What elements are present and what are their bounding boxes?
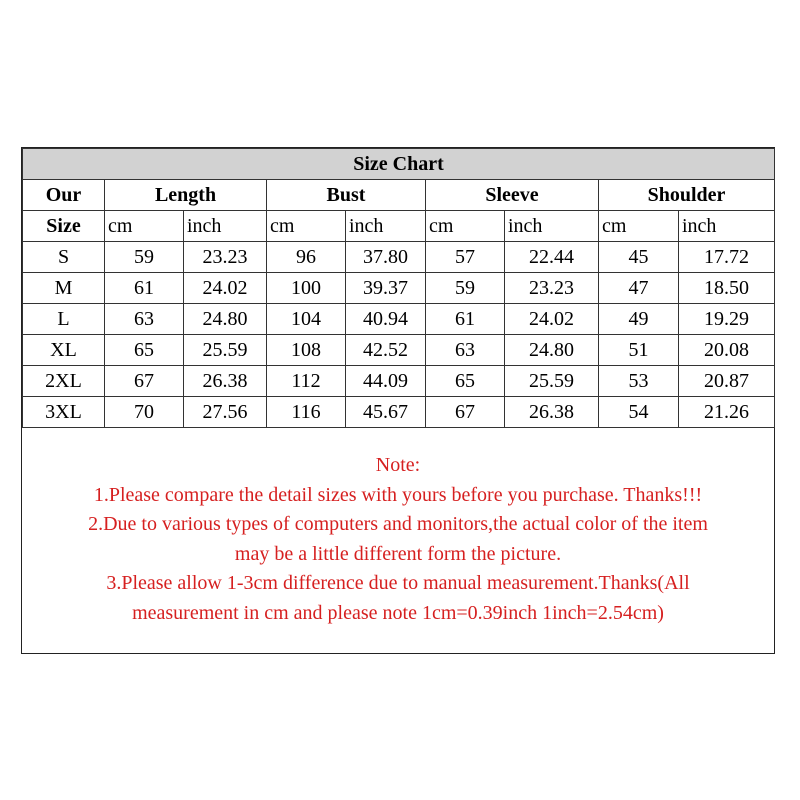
value-cell: 45.67 — [346, 397, 426, 428]
table-row — [23, 242, 775, 273]
unit-cell: inch — [505, 211, 599, 242]
value-cell: 65 — [426, 366, 505, 397]
value-cell: 59 — [426, 273, 505, 304]
value-cell: 53 — [599, 366, 679, 397]
note-line: measurement in cm and please note 1cm=0.39inch 1inch=2.54cm) — [132, 601, 664, 624]
value-cell: 25.59 — [505, 366, 599, 397]
value-cell: 67 — [426, 397, 505, 428]
value-cell: 23.23 — [505, 273, 599, 304]
note-line: 2.Due to various types of computers and monitors,the actual color of the item — [88, 513, 708, 535]
value-cell: 45 — [599, 242, 679, 273]
value-cell: 47 — [599, 273, 679, 304]
table-row — [23, 397, 775, 428]
note-line: may be a little different form the picture. — [234, 542, 562, 565]
size-cell: 3XL — [23, 397, 105, 428]
value-cell: 18.50 — [679, 273, 775, 304]
value-cell: 39.37 — [346, 273, 426, 304]
value-cell: 96 — [267, 242, 346, 273]
value-cell: 44.09 — [346, 366, 426, 397]
group-length: Length — [105, 180, 267, 211]
value-cell: 65 — [105, 335, 184, 366]
unit-cell: inch — [346, 211, 426, 242]
value-cell: 108 — [267, 335, 346, 366]
our-label: Our — [23, 180, 105, 211]
value-cell: 20.08 — [679, 335, 775, 366]
unit-cell: cm — [426, 211, 505, 242]
unit-cell: cm — [267, 211, 346, 242]
size-chart-table — [22, 148, 775, 428]
value-cell: 37.80 — [346, 242, 426, 273]
group-shoulder: Shoulder — [599, 180, 775, 211]
size-cell: 2XL — [23, 366, 105, 397]
value-cell: 104 — [267, 304, 346, 335]
value-cell: 67 — [105, 366, 184, 397]
size-cell: S — [23, 242, 105, 273]
value-cell: 51 — [599, 335, 679, 366]
value-cell: 49 — [599, 304, 679, 335]
value-cell: 23.23 — [184, 242, 267, 273]
title-row — [23, 149, 775, 180]
value-cell: 70 — [105, 397, 184, 428]
unit-cell: cm — [599, 211, 679, 242]
value-cell: 21.26 — [679, 397, 775, 428]
size-cell: M — [23, 273, 105, 304]
value-cell: 19.29 — [679, 304, 775, 335]
size-cell: XL — [23, 335, 105, 366]
value-cell: 116 — [267, 397, 346, 428]
group-bust: Bust — [267, 180, 426, 211]
unit-header-row — [23, 211, 775, 242]
table-row — [23, 304, 775, 335]
size-chart-frame — [21, 147, 775, 654]
value-cell: 25.59 — [184, 335, 267, 366]
value-cell: 17.72 — [679, 242, 775, 273]
value-cell: 22.44 — [505, 242, 599, 273]
value-cell: 24.02 — [505, 304, 599, 335]
value-cell: 42.52 — [346, 335, 426, 366]
value-cell: 63 — [426, 335, 505, 366]
value-cell: 24.02 — [184, 273, 267, 304]
unit-cell: inch — [184, 211, 267, 242]
note-heading: Note: — [375, 454, 421, 476]
value-cell: 27.56 — [184, 397, 267, 428]
size-label: Size — [23, 211, 105, 242]
chart-title: Size Chart — [23, 149, 775, 180]
value-cell: 63 — [105, 304, 184, 335]
value-cell: 24.80 — [184, 304, 267, 335]
note-block — [22, 451, 774, 628]
value-cell: 61 — [426, 304, 505, 335]
table-row — [23, 335, 775, 366]
value-cell: 20.87 — [679, 366, 775, 397]
note-line: 1.Please compare the detail sizes with yours before you purchase. Thanks!!! — [93, 483, 703, 506]
value-cell: 26.38 — [505, 397, 599, 428]
table-row — [23, 273, 775, 304]
note-line: 3.Please allow 1-3cm difference due to manual measurement.Thanks(All — [106, 572, 690, 594]
value-cell: 24.80 — [505, 335, 599, 366]
value-cell: 100 — [267, 273, 346, 304]
value-cell: 59 — [105, 242, 184, 273]
value-cell: 61 — [105, 273, 184, 304]
value-cell: 57 — [426, 242, 505, 273]
value-cell: 112 — [267, 366, 346, 397]
unit-cell: inch — [679, 211, 775, 242]
group-sleeve: Sleeve — [426, 180, 599, 211]
unit-cell: cm — [105, 211, 184, 242]
size-cell: L — [23, 304, 105, 335]
value-cell: 54 — [599, 397, 679, 428]
group-header-row — [23, 180, 775, 211]
table-row — [23, 366, 775, 397]
value-cell: 40.94 — [346, 304, 426, 335]
value-cell: 26.38 — [184, 366, 267, 397]
